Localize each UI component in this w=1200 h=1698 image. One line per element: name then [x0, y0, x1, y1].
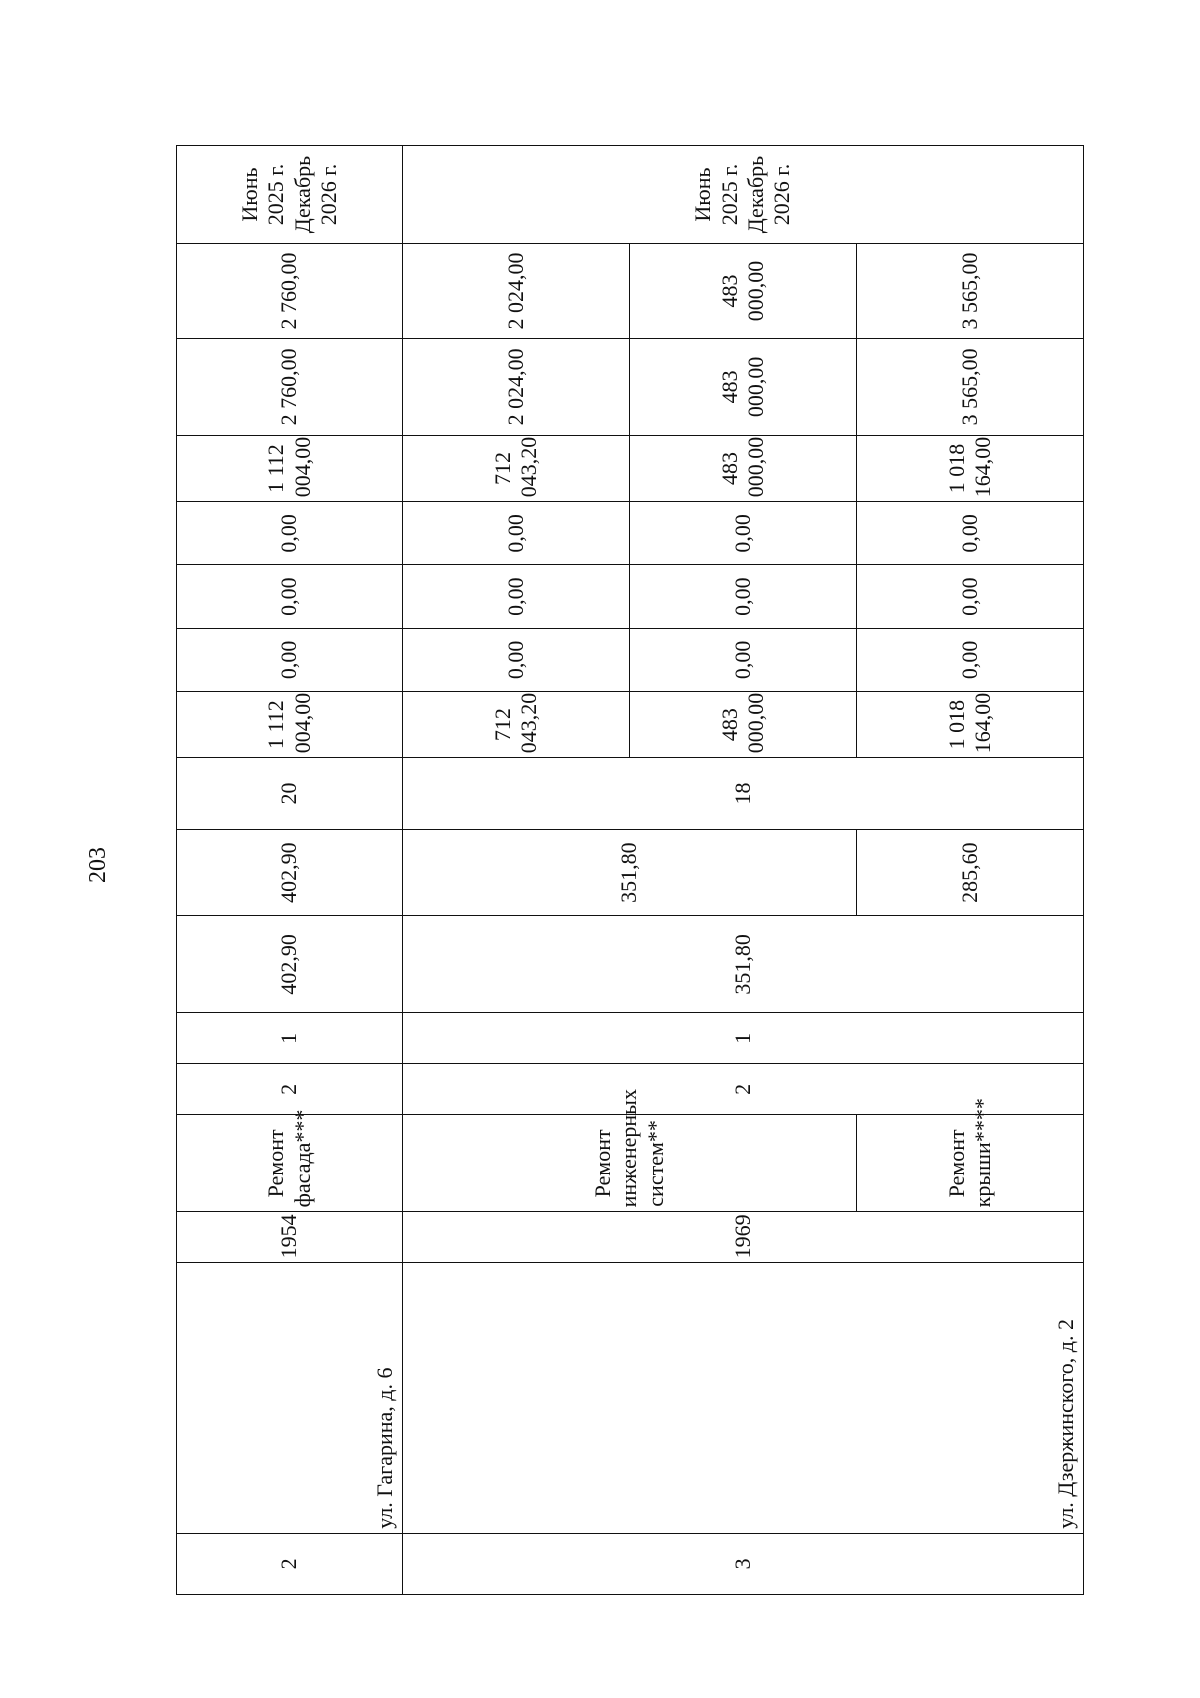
- address-cell: ул. Гагарина, д. 6: [177, 1263, 403, 1533]
- area-total-cell: 351,80: [403, 916, 1084, 1013]
- unit-cost-limit-cell: 483 000,00: [630, 244, 857, 339]
- cost-fund-cell: 0,00: [857, 628, 1084, 691]
- work-type-cell: Ремонт крыши****: [857, 1115, 1084, 1212]
- cost-local-cell: 0,00: [177, 502, 403, 565]
- unit-cost-limit-cell: 3 565,00: [857, 244, 1084, 339]
- table-row: [403, 146, 630, 1595]
- cost-fund-cell: 0,00: [403, 628, 630, 691]
- cost-fund-cell: 0,00: [630, 628, 857, 691]
- residents-cell: 18: [403, 758, 1084, 829]
- cost-total-cell: 712 043,20: [403, 691, 630, 757]
- cost-budget-cell: 0,00: [630, 565, 857, 628]
- cost-owners-cell: 483 000,00: [630, 435, 857, 501]
- period-end: Декабрь 2026 г.: [743, 155, 795, 234]
- cost-owners-cell: 1 112 004,00: [177, 435, 403, 501]
- year-cell: 1954: [177, 1212, 403, 1263]
- year-cell: 1969: [403, 1212, 1084, 1263]
- repair-schedule-table-frame: [176, 145, 1078, 1595]
- area-total-cell: 402,90: [177, 916, 403, 1013]
- cost-fund-cell: 0,00: [177, 628, 403, 691]
- period-end: Декабрь 2026 г.: [289, 155, 341, 234]
- unit-cost-limit-cell: 2 024,00: [403, 244, 630, 339]
- col2-cell: 1: [177, 1013, 403, 1064]
- cost-local-cell: 0,00: [403, 502, 630, 565]
- period-start: Июнь 2025 г.: [690, 163, 742, 226]
- work-type-cell: Ремонт фасада***: [177, 1115, 403, 1212]
- unit-cost-limit-cell: 2 760,00: [177, 244, 403, 339]
- unit-cost-cell: 2 024,00: [403, 338, 630, 435]
- col2-cell: 1: [403, 1013, 1084, 1064]
- cost-total-cell: 1 112 004,00: [177, 691, 403, 757]
- address-cell: ул. Дзержинского, д. 2: [403, 1263, 1084, 1533]
- cost-local-cell: 0,00: [857, 502, 1084, 565]
- period-start: Июнь 2025 г.: [236, 163, 289, 226]
- page-number: 203: [85, 847, 111, 883]
- repair-schedule-table: [176, 145, 1084, 1595]
- cost-owners-cell: 712 043,20: [403, 435, 630, 501]
- cost-local-cell: 0,00: [630, 502, 857, 565]
- row-number-cell: 3: [403, 1533, 1084, 1594]
- unit-cost-cell: 2 760,00: [177, 338, 403, 435]
- period-cell: [177, 146, 403, 244]
- cost-budget-cell: 0,00: [177, 565, 403, 628]
- row-number-cell: 2: [177, 1533, 403, 1594]
- cost-budget-cell: 0,00: [403, 565, 630, 628]
- table-row: [177, 146, 403, 1595]
- residents-cell: 20: [177, 758, 403, 829]
- cost-owners-cell: 1 018 164,00: [857, 435, 1084, 501]
- area-work-cell: 351,80: [403, 829, 857, 916]
- cost-budget-cell: 0,00: [857, 565, 1084, 628]
- cost-total-cell: 1 018 164,00: [857, 691, 1084, 757]
- unit-cost-cell: 3 565,00: [857, 338, 1084, 435]
- col1-cell: 2: [177, 1064, 403, 1115]
- unit-cost-cell: 483 000,00: [630, 338, 857, 435]
- period-cell: [403, 146, 1084, 244]
- cost-total-cell: 483 000,00: [630, 691, 857, 757]
- area-work-cell: 285,60: [857, 829, 1084, 916]
- area-work-cell: 402,90: [177, 829, 403, 916]
- work-type-cell: Ремонт инженерных систем**: [403, 1115, 857, 1212]
- col1-cell: 2: [403, 1064, 1084, 1115]
